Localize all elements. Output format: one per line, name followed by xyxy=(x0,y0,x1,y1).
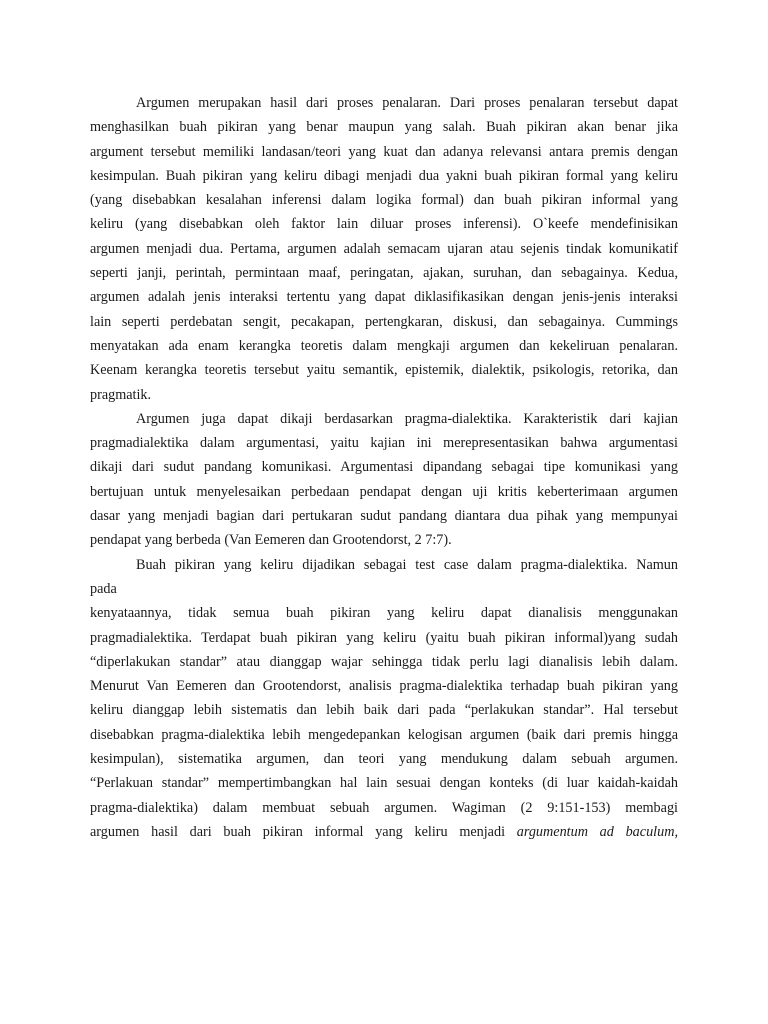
text-line: “diperlakukan standar” atau dianggap wajar sehingga tidak perlu lagi dianalisis lebih dalam. xyxy=(90,653,678,670)
text-line: Keenam kerangka teoretis tersebut yaitu semantik, epistemik, dialektik, psikologis, retorika, dan xyxy=(90,362,678,379)
text-line: keliru (yang disebabkan oleh faktor lain diluar proses inferensi). O`keefe mendefinisikan xyxy=(90,216,678,233)
paragraph-3 xyxy=(90,553,678,845)
text-line: menghasilkan buah pikiran yang benar maupun yang salah. Buah pikiran akan benar jika xyxy=(90,119,678,136)
text-line: lain seperti perdebatan sengit, pecakapan, pertengkaran, diskusi, dan sebagainya. Cummings xyxy=(90,313,678,330)
text-line: argumen menjadi dua. Pertama, argumen adalah semacam ujaran atau sejenis tindak komunikatif xyxy=(90,240,678,257)
text-line: kenyataannya, tidak semua buah pikiran yang keliru dapat dianalisis menggunakan xyxy=(90,605,678,622)
text-line: Buah pikiran yang keliru dijadikan sebagai test case dalam pragma-dialektika. Namun xyxy=(136,556,678,573)
text-line: disebabkan pragma-dialektika lebih mengedepankan kelogisan argumen (baik dari premis hingga xyxy=(90,726,678,743)
text-line: seperti janji, perintah, permintaan maaf, peringatan, ajakan, suruhan, dan sebagainya. Kedua, xyxy=(90,265,678,282)
text-run: argumen hasil dari buah pikiran informal yang keliru menjadi xyxy=(90,823,517,840)
text-line: dasar yang menjadi bagian dari pertukaran sudut pandang diantara dua pihak yang mempunyai xyxy=(90,508,678,525)
body-text xyxy=(90,91,678,844)
paragraph-2 xyxy=(90,407,678,553)
text-line: bertujuan untuk menyelesaikan perbedaan pendapat dengan uji kritis keberterimaan argumen xyxy=(90,483,678,500)
text-line-last xyxy=(90,820,678,844)
text-line: argument tersebut memiliki landasan/teori yang kuat dan adanya relevansi antara premis dengan xyxy=(90,143,678,160)
text-line: Argumen merupakan hasil dari proses penalaran. Dari proses penalaran tersebut dapat xyxy=(136,95,678,111)
text-line: “Perlakuan standar” mempertimbangkan hal lain sesuai dengan konteks (di luar kaidah-kaidah xyxy=(90,775,678,792)
text-line: (yang disebabkan kesalahan inferensi dalam logika formal) dan buah pikiran informal yang xyxy=(90,192,678,209)
text-line: menyatakan ada enam kerangka teoretis dalam mengkaji argumen dan kekeliruan penalaran. xyxy=(90,337,678,354)
text-line: kesimpulan. Buah pikiran yang keliru dibagi menjadi dua yakni buah pikiran formal yang keliru xyxy=(90,167,678,184)
paragraph-1 xyxy=(90,91,678,407)
text-line: pragmadialektika. Terdapat buah pikiran yang keliru (yaitu buah pikiran informal)yang sudah xyxy=(90,629,678,646)
text-line: pragma-dialektika) dalam membuat sebuah argumen. Wagiman (2 9:151-153) membagi xyxy=(90,799,678,816)
italic-term: argumentum ad baculum, xyxy=(516,823,678,840)
text-line: Menurut Van Eemeren dan Grootendorst, analisis pragma-dialektika terhadap buah pikiran yang xyxy=(90,678,678,695)
text-line: pragmatik. xyxy=(90,386,152,403)
text-line: argumen adalah jenis interaksi tertentu yang dapat diklasifikasikan dengan jenis-jenis interaksi xyxy=(90,289,678,306)
text-line: pada xyxy=(90,580,117,597)
text-line: dikaji dari sudut pandang komunikasi. Argumentasi dipandang sebagai tipe komunikasi yang xyxy=(90,459,678,476)
text-line: pragmadialektika dalam argumentasi, yaitu kajian ini merepresentasikan bahwa argumentasi xyxy=(90,435,678,452)
text-line: kesimpulan), sistematika argumen, dan teori yang mendukung dalam sebuah argumen. xyxy=(90,751,678,768)
text-line: pendapat yang berbeda (Van Eemeren dan Grootendorst, 2 7:7). xyxy=(90,532,452,549)
text-line: keliru dianggap lebih sistematis dan lebih baik dari pada “perlakukan standar”. Hal tersebut xyxy=(90,702,678,719)
text-line: Argumen juga dapat dikaji berdasarkan pragma-dialektika. Karakteristik dari kajian xyxy=(136,410,678,427)
